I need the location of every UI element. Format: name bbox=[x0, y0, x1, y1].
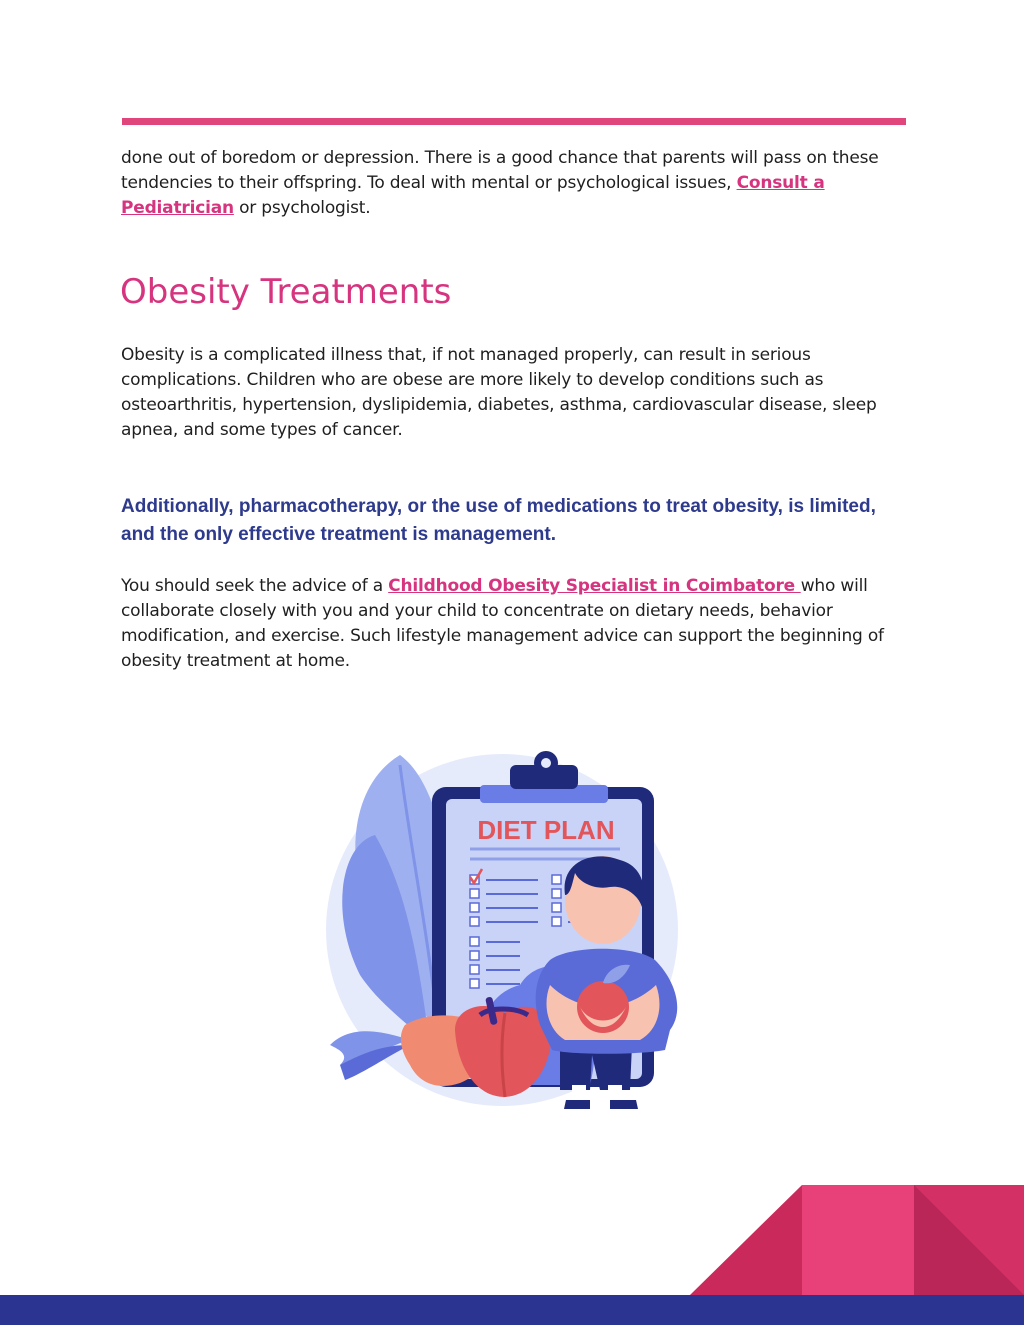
paragraph-text: who will collaborate closely with you and your child to concentrate on dietary needs, behavior modification, and exercise. Such lifestyle management advice can support the beginning of obesity treatment at home. bbox=[121, 576, 884, 671]
top-divider bbox=[122, 118, 906, 125]
paragraph-specialist bbox=[121, 574, 911, 674]
footer-bar bbox=[0, 1295, 1024, 1325]
clipboard-title: DIET PLAN bbox=[477, 815, 615, 845]
corner-decoration bbox=[690, 1185, 1024, 1295]
paragraph-text: You should seek the advice of a bbox=[121, 576, 389, 596]
consult-pediatrician-link[interactable]: Consult a Pediatrician bbox=[121, 173, 825, 218]
section-heading: Obesity Treatments bbox=[120, 272, 452, 312]
obesity-specialist-link[interactable]: Childhood Obesity Specialist in Coimbatore bbox=[388, 576, 801, 596]
paragraph-boredom bbox=[121, 146, 911, 221]
paragraph-text: done out of boredom or depression. There is a good chance that parents will pass on these tendencies to their offspring. To deal with mental or psychological issues, bbox=[121, 148, 879, 193]
paragraph-complications: Obesity is a complicated illness that, if not managed properly, can result in serious complications. Children who are obese are more likely to develop conditions such as osteoarthritis, hypertension, dyslipidemia, diabetes, asthma, cardiovascular disease, sleep apnea, and some types of cancer. bbox=[121, 345, 877, 440]
paragraph-text: or psychologist. bbox=[233, 198, 371, 218]
diet-plan-illustration bbox=[320, 745, 700, 1115]
callout-text: Additionally, pharmacotherapy, or the use of medications to treat obesity, is limited, and the only effective treatment is management. bbox=[121, 496, 876, 545]
